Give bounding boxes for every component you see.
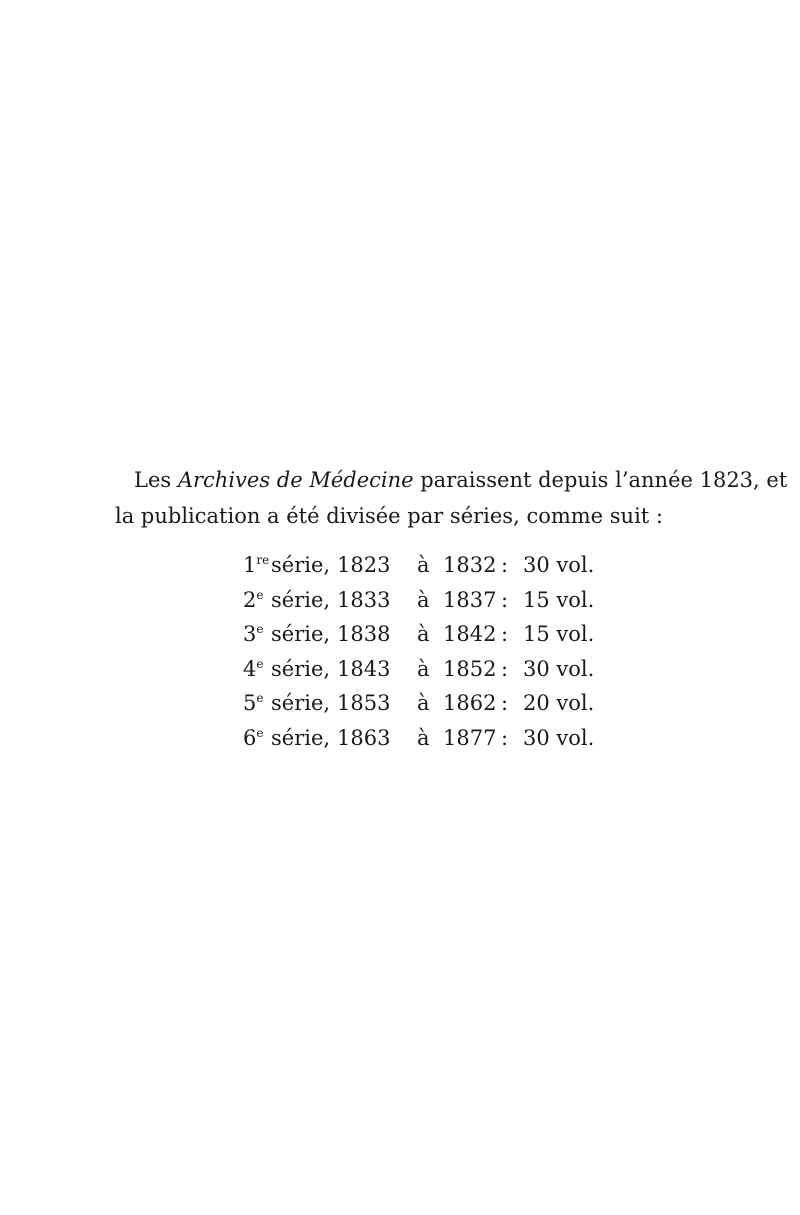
series-connector: à	[417, 587, 430, 612]
series-end-year: 1877	[443, 725, 497, 750]
series-connector: à	[417, 622, 430, 646]
intro-paragraph	[115, 462, 788, 534]
series-end-year: 1837	[443, 587, 497, 612]
series-label: série,	[271, 725, 331, 750]
series-label: série,	[271, 553, 331, 577]
intro-line-1	[115, 462, 788, 498]
series-connector: à	[417, 725, 430, 750]
series-start-year: 1838	[337, 622, 391, 646]
series-volumes: 30 vol.	[523, 553, 595, 577]
series-connector: à	[417, 553, 430, 577]
series-row	[243, 617, 594, 652]
series-start-year: 1843	[337, 656, 391, 681]
series-number: 5e	[243, 691, 264, 715]
series-colon: :	[501, 622, 509, 646]
intro-line-1-start: Les	[134, 468, 178, 492]
series-end-year: 1862	[443, 691, 497, 715]
series-start-year: 1863	[337, 725, 391, 750]
series-colon: :	[501, 691, 509, 715]
series-label: série,	[271, 622, 331, 646]
series-row	[243, 652, 594, 687]
series-start-year: 1833	[337, 587, 391, 612]
series-connector: à	[417, 656, 430, 681]
series-start-year: 1853	[337, 691, 391, 715]
series-row	[243, 548, 594, 583]
series-colon: :	[501, 725, 509, 750]
series-volumes: 30 vol.	[523, 725, 595, 750]
series-row	[243, 583, 594, 618]
series-number: 6e	[243, 725, 264, 750]
series-row	[243, 721, 594, 756]
series-table	[243, 548, 594, 755]
series-number: 4e	[243, 656, 264, 681]
series-label: série,	[271, 656, 331, 681]
series-start-year: 1823	[337, 553, 391, 577]
series-label: série,	[271, 691, 331, 715]
series-volumes: 30 vol.	[523, 656, 595, 681]
series-colon: :	[501, 587, 509, 612]
intro-line-2: la publication a été divisée par séries, comme suit :	[115, 504, 663, 528]
series-end-year: 1852	[443, 656, 497, 681]
series-volumes: 15 vol.	[523, 622, 595, 646]
journal-title: Archives de Médecine	[177, 468, 414, 492]
series-row	[243, 686, 594, 721]
series-label: série,	[271, 587, 331, 612]
series-end-year: 1842	[443, 622, 497, 646]
series-colon: :	[501, 656, 509, 681]
series-number: 1re	[243, 553, 270, 577]
series-end-year: 1832	[443, 553, 497, 577]
series-number: 3e	[243, 622, 264, 646]
series-volumes: 20 vol.	[523, 691, 595, 715]
series-volumes: 15 vol.	[523, 587, 595, 612]
intro-line-1-end: paraissent depuis l’année 1823, et	[413, 468, 788, 492]
series-colon: :	[501, 553, 509, 577]
series-number: 2e	[243, 587, 264, 612]
series-connector: à	[417, 691, 430, 715]
